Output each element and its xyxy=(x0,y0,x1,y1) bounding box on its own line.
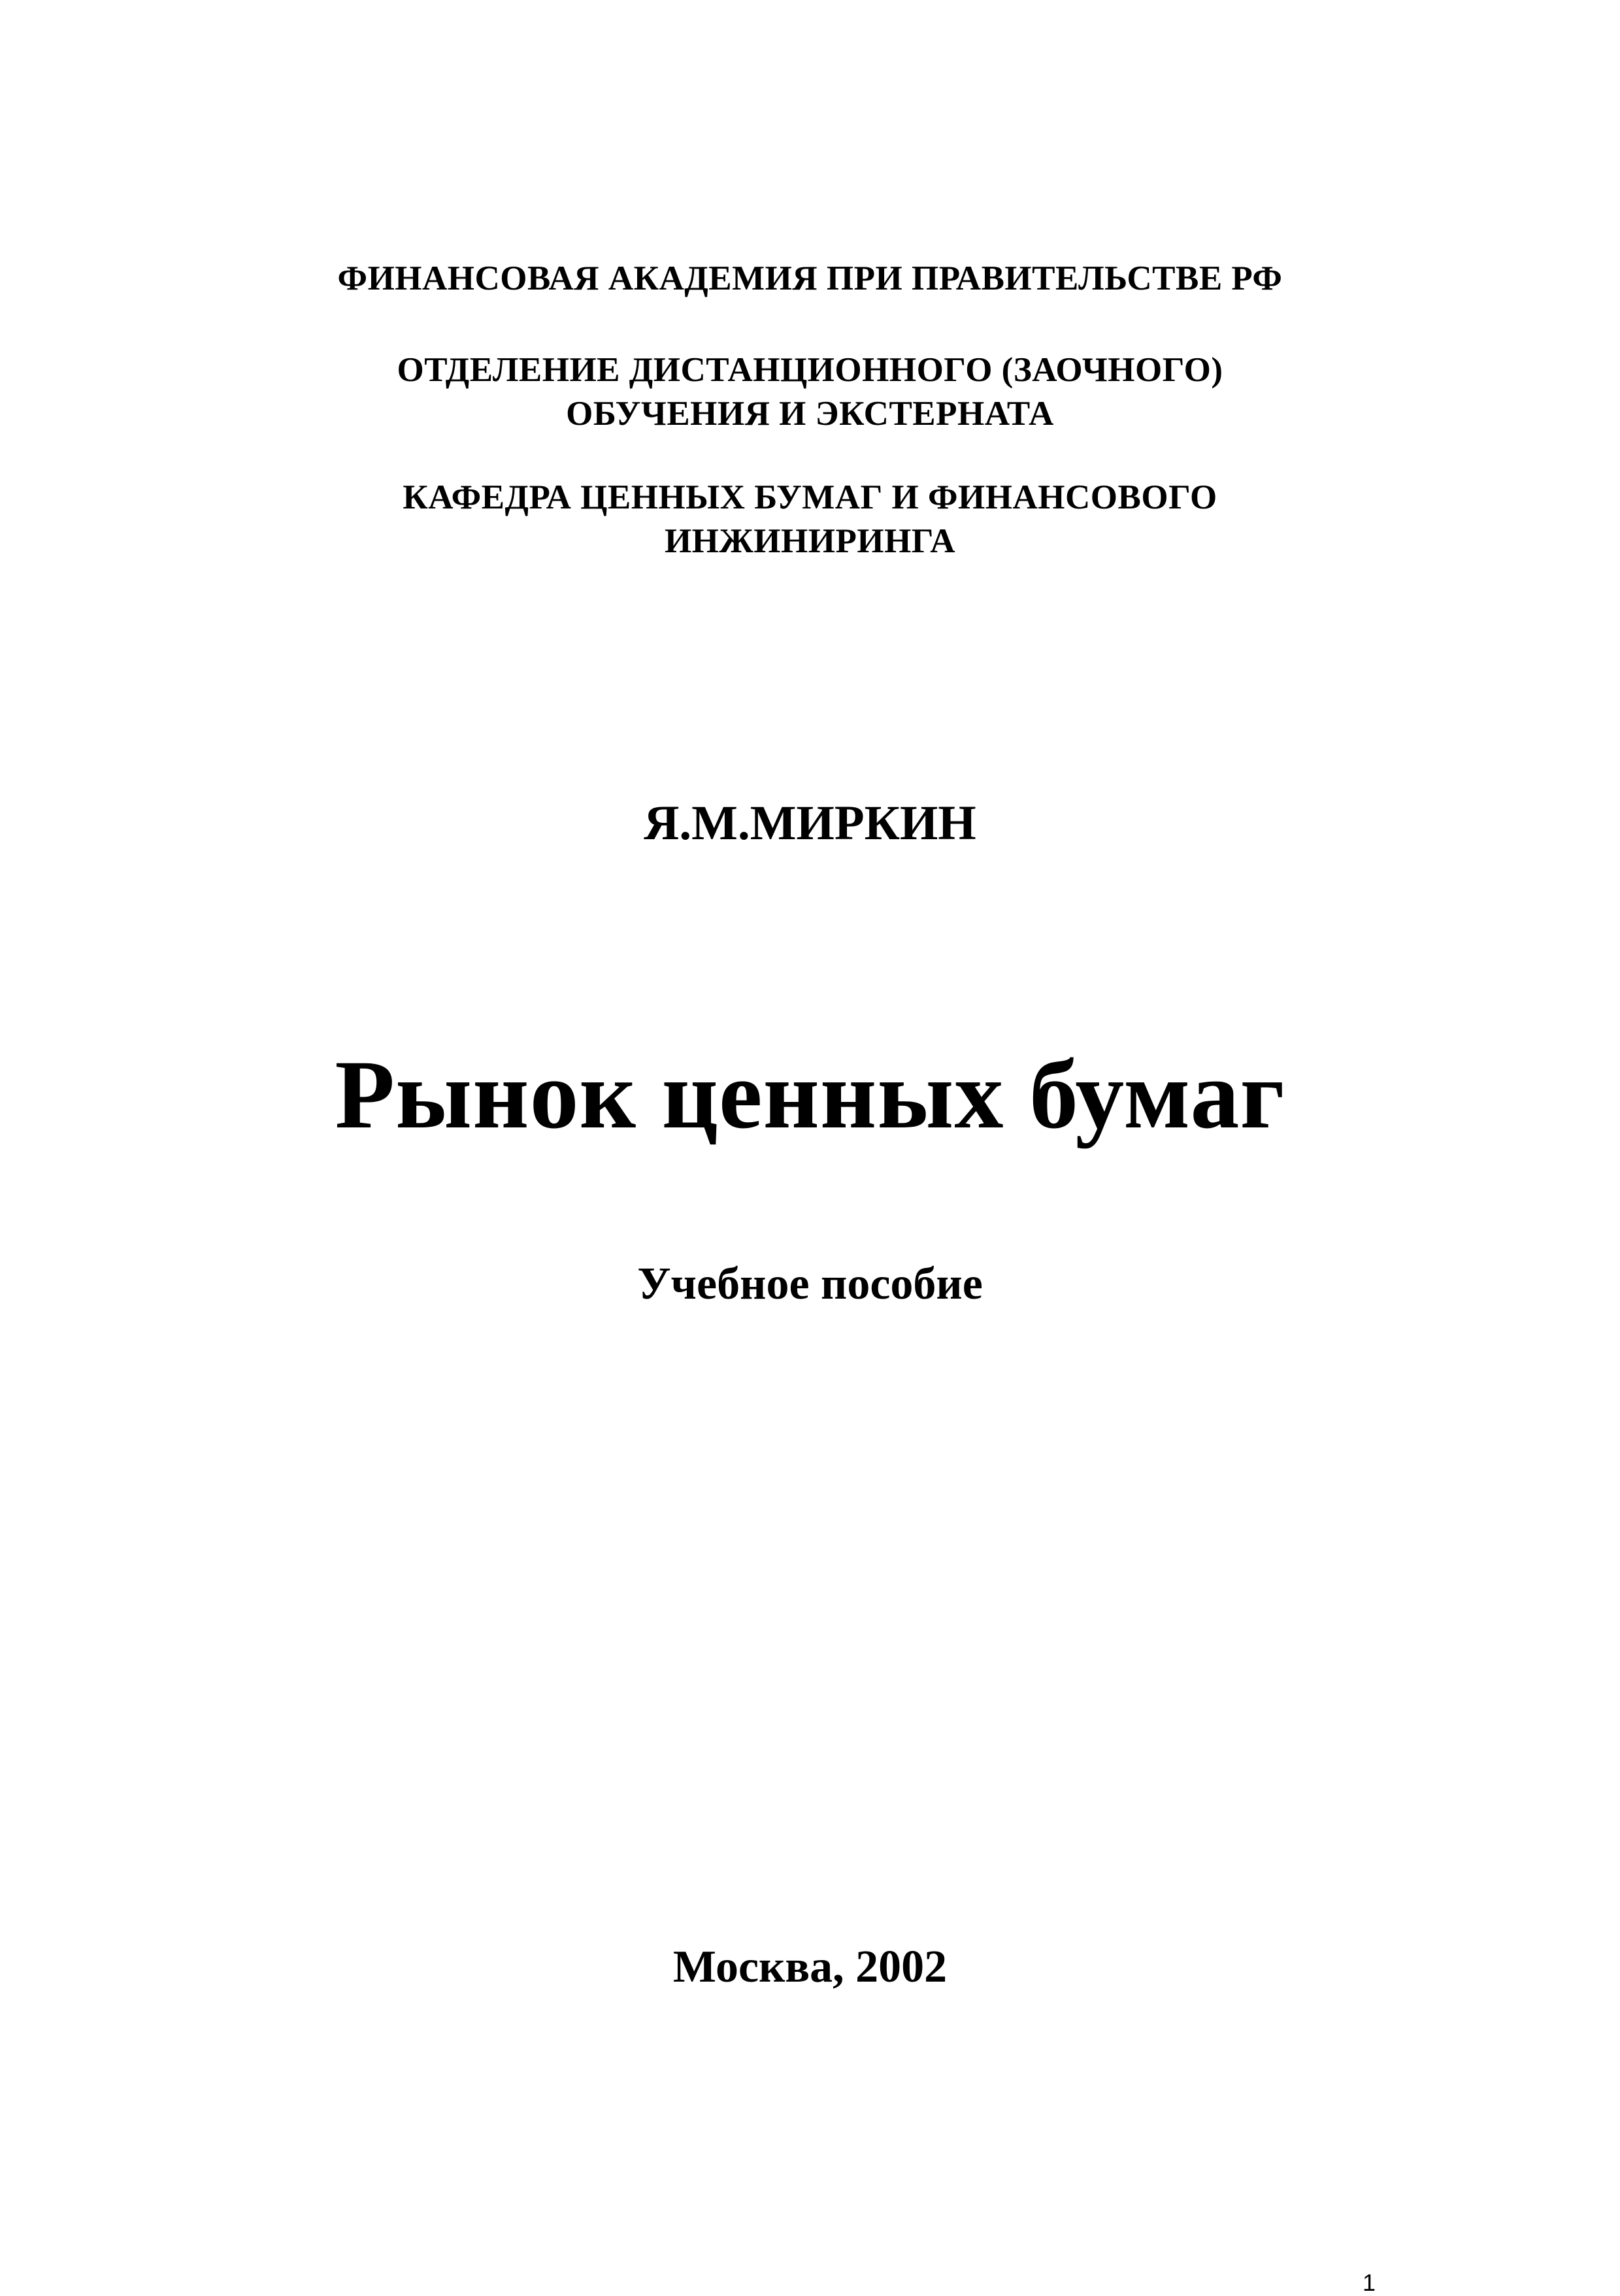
chair-name-line-2: ИНЖИНИРИНГА xyxy=(664,522,956,560)
institution-name: ФИНАНСОВАЯ АКАДЕМИЯ ПРИ ПРАВИТЕЛЬСТВЕ РФ xyxy=(337,259,1283,297)
book-title: Рынок ценных бумаг xyxy=(335,1040,1285,1149)
chair-name-line-1: КАФЕДРА ЦЕННЫХ БУМАГ И ФИНАНСОВОГО xyxy=(403,478,1217,516)
author-name: Я.М.МИРКИН xyxy=(644,796,976,850)
book-subtitle: Учебное пособие xyxy=(637,1259,983,1309)
department-name-line-2: ОБУЧЕНИЯ И ЭКСТЕРНАТА xyxy=(566,395,1054,433)
department-name-line-1: ОТДЕЛЕНИЕ ДИСТАНЦИОННОГО (ЗАОЧНОГО) xyxy=(397,351,1223,389)
page-number: 1 xyxy=(1363,2269,1376,2296)
publication-place-year: Москва, 2002 xyxy=(672,1942,948,1992)
